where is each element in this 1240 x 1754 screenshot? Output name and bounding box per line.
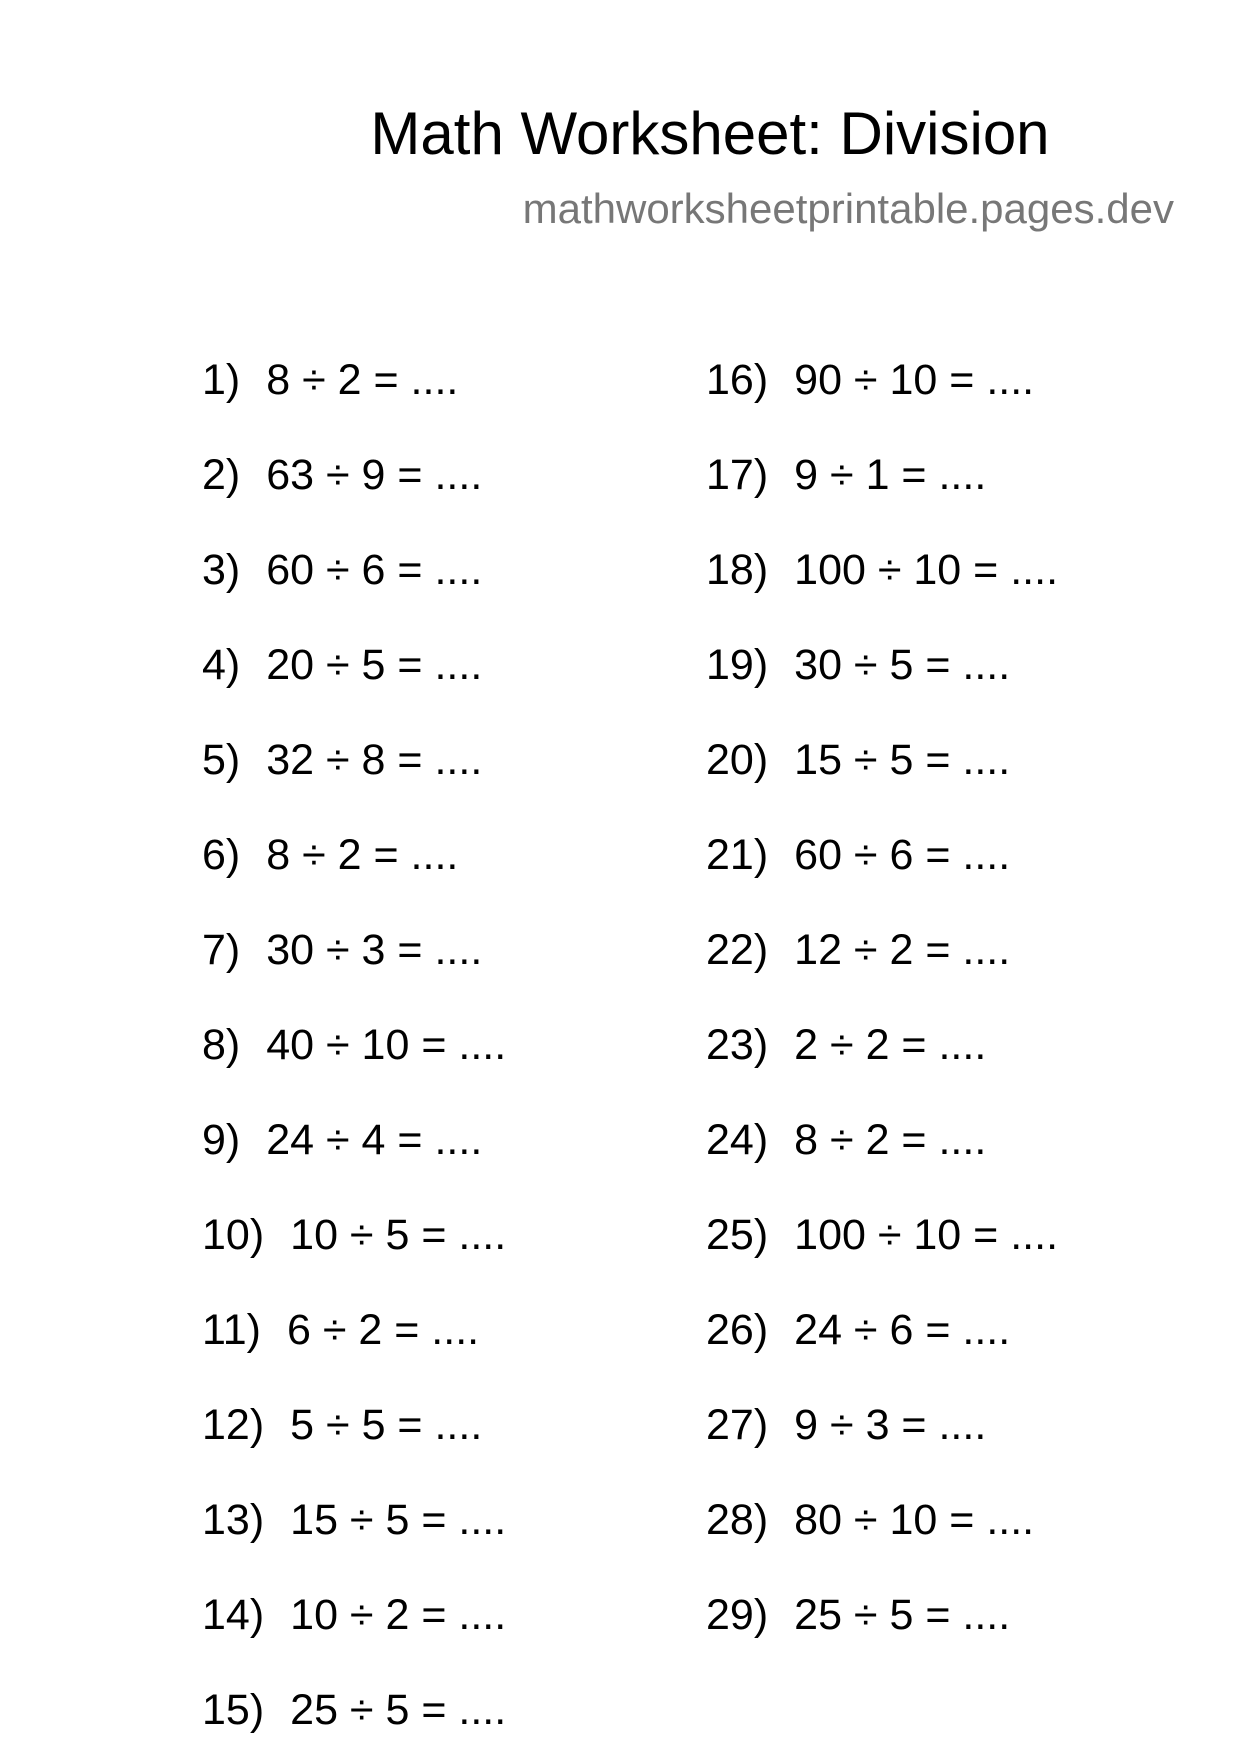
problem-item [202,1114,482,1166]
problem-number: 24) [706,1116,769,1164]
worksheet-title [0,98,1240,170]
problem-item [202,1399,482,1451]
problem-expression: 10 ÷ 5 = .... [290,1211,507,1259]
problem-number: 3) [202,546,241,594]
problem-item [202,734,482,786]
problem-expression: 9 ÷ 3 = .... [794,1401,987,1449]
problem-expression: 8 ÷ 2 = .... [266,831,459,879]
problem-expression: 30 ÷ 3 = .... [266,926,483,974]
problem-expression: 60 ÷ 6 = .... [794,831,1011,879]
problem-item [202,639,482,691]
problem-number: 21) [706,831,769,879]
problem-expression: 25 ÷ 5 = .... [290,1686,507,1734]
problem-expression: 2 ÷ 2 = .... [794,1021,987,1069]
problem-expression: 63 ÷ 9 = .... [266,451,483,499]
problem-item [706,1114,986,1166]
problem-item [202,354,458,406]
problem-number: 19) [706,641,769,689]
problem-item [706,544,1058,596]
problem-item [706,1209,1058,1261]
problem-number: 27) [706,1401,769,1449]
problem-expression: 100 ÷ 10 = .... [794,546,1059,594]
problem-expression: 90 ÷ 10 = .... [794,356,1035,404]
problem-item [202,449,482,501]
problem-item [202,1209,506,1261]
problem-number: 17) [706,451,769,499]
problem-expression: 5 ÷ 5 = .... [290,1401,483,1449]
problem-expression: 9 ÷ 1 = .... [794,451,987,499]
problem-item [706,1399,986,1451]
problem-expression: 80 ÷ 10 = .... [794,1496,1035,1544]
problem-number: 1) [202,356,241,404]
problem-item [202,1019,506,1071]
problem-item [202,1494,506,1546]
problem-item [706,734,1010,786]
problem-expression: 32 ÷ 8 = .... [266,736,483,784]
problem-item [202,1589,506,1641]
problem-number: 2) [202,451,241,499]
problem-number: 13) [202,1496,265,1544]
problem-expression: 25 ÷ 5 = .... [794,1591,1011,1639]
problem-number: 25) [706,1211,769,1259]
problem-item [706,1304,1010,1356]
problem-number: 20) [706,736,769,784]
problem-number: 18) [706,546,769,594]
problem-item [706,639,1010,691]
problem-expression: 6 ÷ 2 = .... [286,1306,480,1354]
problem-number: 4) [202,641,241,689]
problem-number: 10) [202,1211,265,1259]
problem-expression: 100 ÷ 10 = .... [794,1211,1059,1259]
problem-expression: 10 ÷ 2 = .... [290,1591,507,1639]
problem-number: 29) [706,1591,769,1639]
problem-number: 23) [706,1021,769,1069]
problem-number: 26) [706,1306,769,1354]
problem-item [706,1589,1010,1641]
problem-number: 9) [202,1116,241,1164]
problem-number: 11) [202,1306,261,1354]
problem-item [706,449,986,501]
problem-item [706,354,1034,406]
problem-item [202,1684,506,1736]
problem-number: 16) [706,356,769,404]
problem-number: 8) [202,1021,241,1069]
problem-expression: 24 ÷ 6 = .... [794,1306,1011,1354]
problem-expression: 8 ÷ 2 = .... [794,1116,987,1164]
problem-expression: 60 ÷ 6 = .... [266,546,483,594]
problem-expression: 20 ÷ 5 = .... [266,641,483,689]
problem-item [202,544,482,596]
problem-expression: 15 ÷ 5 = .... [794,736,1011,784]
problem-number: 7) [202,926,241,974]
problem-number: 6) [202,831,241,879]
problem-expression: 12 ÷ 2 = .... [794,926,1011,974]
problem-item [706,829,1010,881]
problem-number: 28) [706,1496,769,1544]
problem-item [706,1494,1034,1546]
worksheet-title-text: Math Worksheet: Division [370,100,1050,167]
problem-item [202,924,482,976]
site-url: mathworksheetprintable.pages.dev [522,185,1174,232]
problem-expression: 30 ÷ 5 = .... [794,641,1011,689]
problem-number: 5) [202,736,241,784]
problem-number: 14) [202,1591,265,1639]
problem-expression: 15 ÷ 5 = .... [290,1496,507,1544]
problem-item [706,924,1010,976]
problem-expression: 8 ÷ 2 = .... [266,356,459,404]
problem-number: 12) [202,1401,265,1449]
problem-item [202,829,458,881]
problem-item [706,1019,986,1071]
problem-expression: 40 ÷ 10 = .... [266,1021,507,1069]
problem-number: 15) [202,1686,265,1734]
problem-item [202,1304,479,1356]
problem-expression: 24 ÷ 4 = .... [266,1116,483,1164]
problem-number: 22) [706,926,769,974]
